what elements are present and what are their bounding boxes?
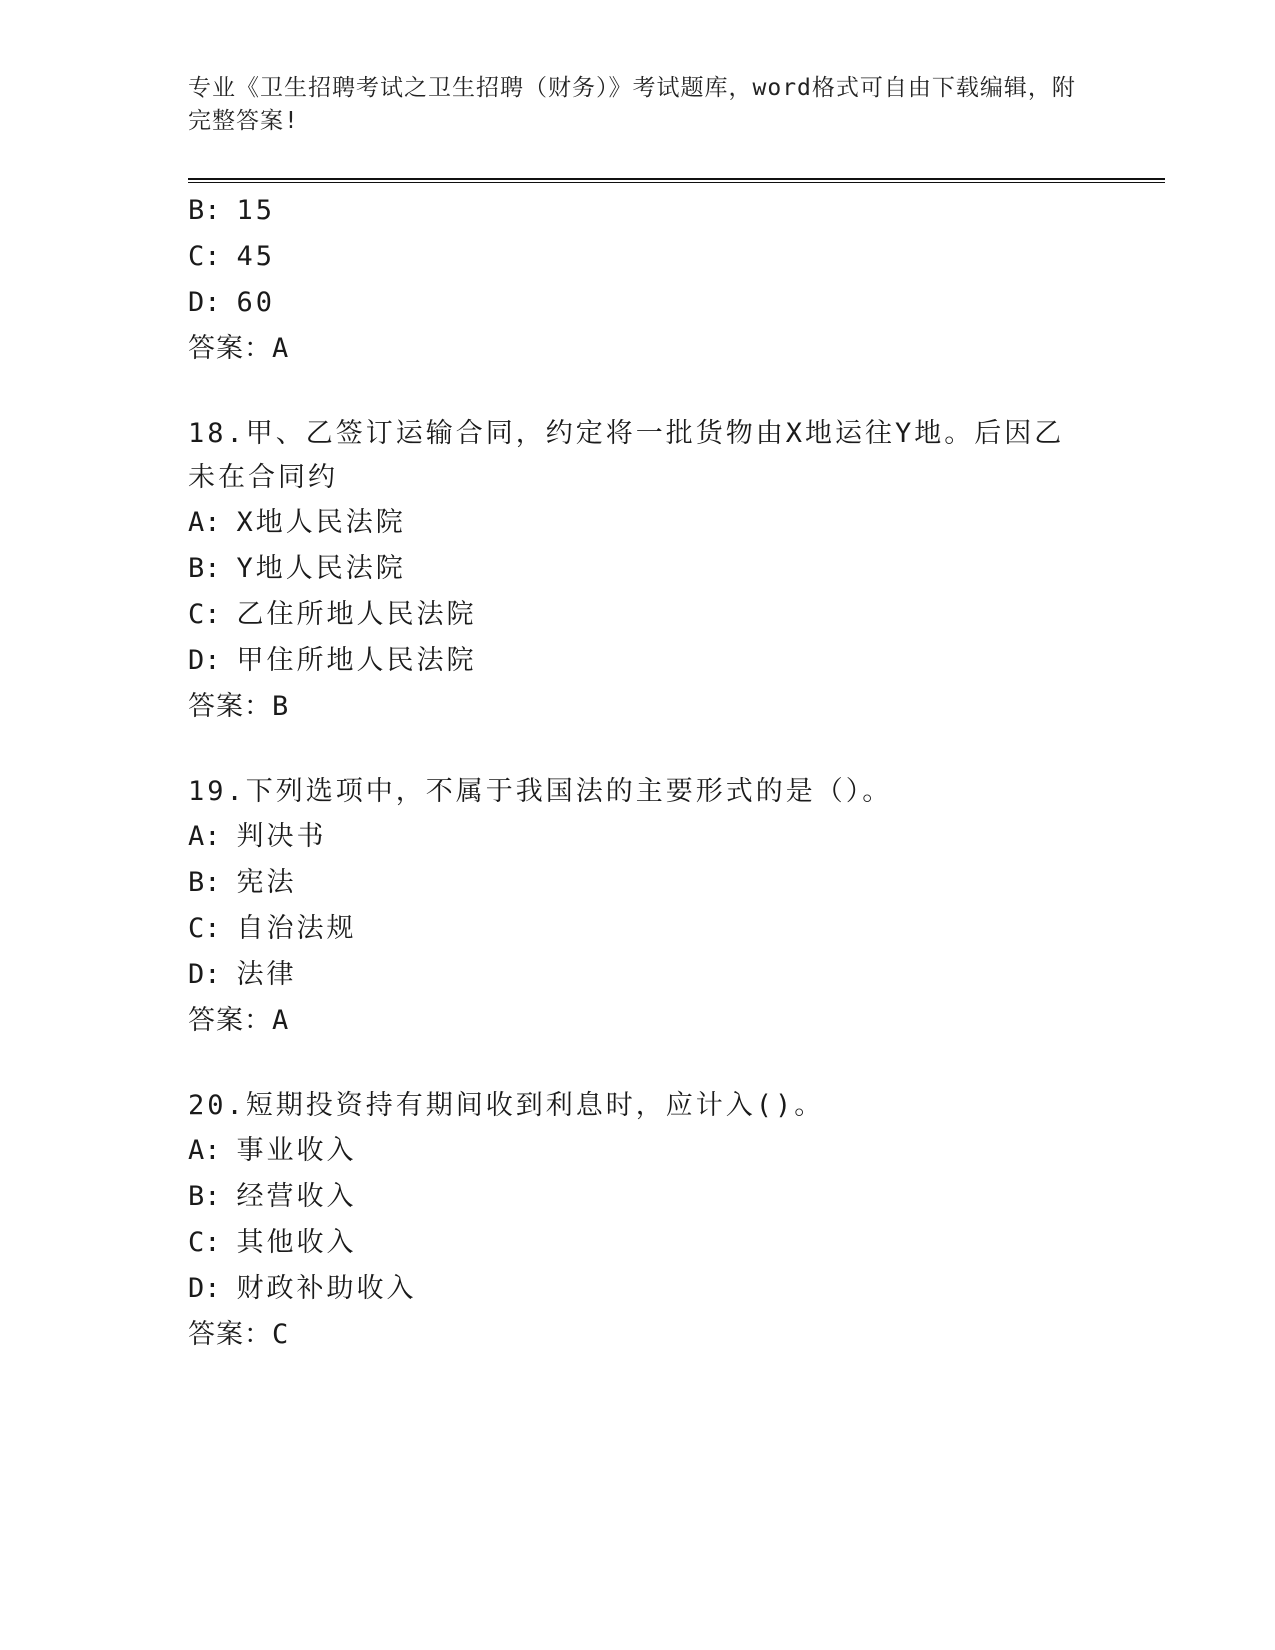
option-d: D: 法律: [188, 959, 297, 990]
header-text: 专业《卫生招聘考试之卫生招聘（财务）》考试题库，word格式可自由下载编辑，附完整答案!: [188, 75, 1076, 134]
option-b: B: Y地人民法院: [188, 553, 406, 584]
option-c: C: 自治法规: [188, 913, 357, 944]
option-d: D: 甲住所地人民法院: [188, 645, 477, 676]
option-b: B: 15: [188, 195, 276, 226]
question-text: 20.短期投资持有期间收到利息时，应计入()。: [188, 1090, 825, 1121]
answer-line: 答案：A: [188, 1005, 290, 1036]
question-17-continued: [188, 188, 1088, 372]
option-c: C: 45: [188, 241, 276, 272]
option-b: B: 宪法: [188, 867, 297, 898]
option-c: C: 乙住所地人民法院: [188, 599, 477, 630]
question-20: [188, 1084, 1088, 1358]
page-header: [188, 72, 1088, 138]
option-a: A: 判决书: [188, 821, 327, 852]
option-d: D: 财政补助收入: [188, 1273, 417, 1304]
answer-line: 答案：A: [188, 333, 290, 364]
option-a: A: X地人民法院: [188, 507, 406, 538]
question-text: 19.下列选项中，不属于我国法的主要形式的是（）。: [188, 776, 893, 807]
option-c: C: 其他收入: [188, 1227, 357, 1258]
question-18: [188, 412, 1088, 730]
option-d: D: 60: [188, 287, 276, 318]
header-divider: [188, 178, 1165, 183]
option-b: B: 经营收入: [188, 1181, 357, 1212]
option-a: A: 事业收入: [188, 1135, 357, 1166]
answer-line: 答案：C: [188, 1319, 290, 1350]
question-list: [188, 188, 1088, 1358]
question-19: [188, 770, 1088, 1044]
answer-line: 答案：B: [188, 691, 290, 722]
question-text: 18.甲、乙签订运输合同，约定将一批货物由X地运往Y地。后因乙未在合同约: [188, 418, 1065, 493]
